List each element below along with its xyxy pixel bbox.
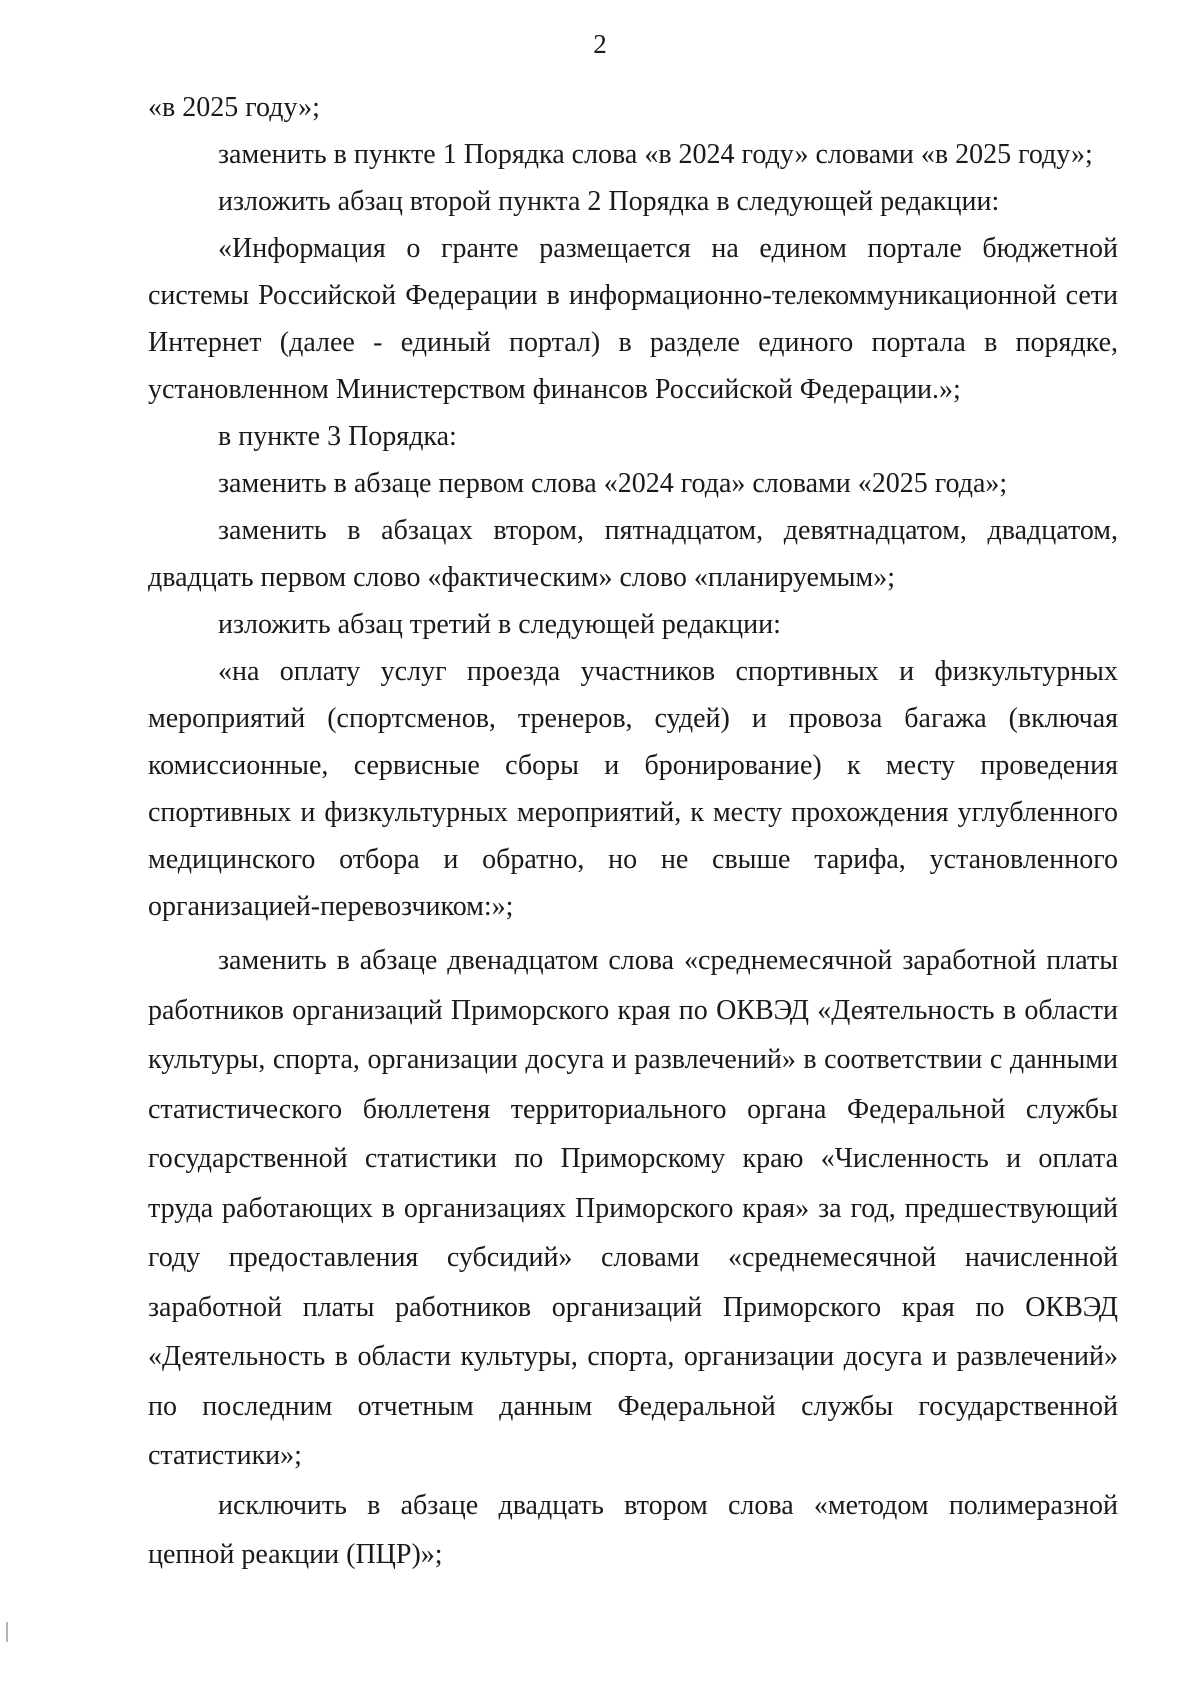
paragraph: заменить в абзаце первом слова «2024 года» словами «2025 года»; (218, 468, 1008, 499)
text-block-upper (148, 84, 1118, 930)
paragraph: изложить абзац третий в следующей редакции: (218, 609, 781, 640)
paragraph: заменить в абзацах втором, пятнадцатом, девятнадцатом, двадцатом, двадцать первом слово «фактическим» слово «планируемым»; (148, 515, 1118, 593)
text-block-lower (148, 936, 1118, 1580)
paragraph: «на оплату услуг проезда участников спортивных и физкультурных мероприятий (спортсменов, тренеров, судей) и провоза багажа (включая комиссионные, сервисные сборы и бронирование) к месту проведения спортивных и физкультурных мероприятий, к месту прохождения углубленного медицинского отбора и обратно, но не свыше тарифа, установленного организацией-перевозчиком:»; (148, 656, 1118, 922)
paragraph: «в 2025 году»; (148, 92, 320, 123)
paragraph: заменить в пункте 1 Порядка слова «в 2024 году» словами «в 2025 году»; (218, 139, 1093, 170)
scan-edge-mark (6, 1622, 8, 1642)
paragraph: изложить абзац второй пункта 2 Порядка в следующей редакции: (218, 186, 1000, 217)
paragraph: «Информация о гранте размещается на едином портале бюджетной системы Российской Федерации в информационно-телекоммуникационной сети Интернет (далее - единый портал) в разделе единого портала в порядке, установленном Министерством финансов Российской Федерации.»; (148, 233, 1118, 405)
page-number: 2 (593, 29, 607, 59)
document-body (148, 84, 1118, 1580)
paragraph: в пункте 3 Порядка: (218, 421, 457, 452)
paragraph: исключить в абзаце двадцать втором слова «методом полимеразной цепной реакции (ПЦР)»; (148, 1489, 1118, 1570)
paragraph: заменить в абзаце двенадцатом слова «среднемесячной заработной платы работников организаций Приморского края по ОКВЭД «Деятельность в области культуры, спорта, организации досуга и развлечений» в соответствии с данными статистического бюллетеня территориального органа Федеральной службы государственной статистики по Приморскому краю «Численность и оплата труда работающих в организациях Приморского края» за год, предшествующий году предоставления субсидий» словами «среднемесячной начисленной заработной платы работников организаций Приморского края по ОКВЭД «Деятельность в области культуры, спорта, организации досуга и развлечений» по последним отчетным данным Федеральной службы государственной статистики»; (148, 945, 1118, 1471)
